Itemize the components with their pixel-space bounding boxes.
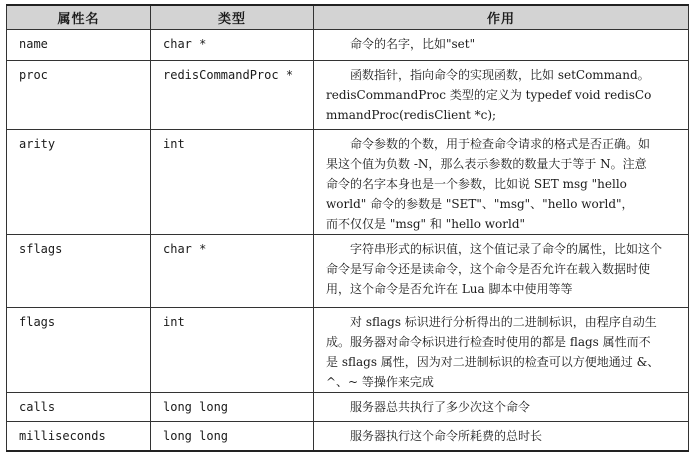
desc-line: 是 sflags 属性，因为对二进制标识的检查可以方便地通过 &、: [326, 355, 660, 369]
desc-line: 字符串形式的标识值，这个值记录了命令的属性，比如这个: [350, 242, 663, 256]
desc-line: 对 sflags 标识进行分析得出的二进制标识，由程序自动生: [350, 315, 657, 329]
attribute-desc-cell: [314, 30, 689, 61]
desc-line: 服务器总共执行了多少次这个命令: [350, 400, 531, 414]
table-row: [7, 30, 689, 61]
desc-line: 命令是写命令还是读命令，这个命令是否允许在载入数据时使: [326, 262, 651, 276]
desc-line: 函数指针，指向命令的实现函数，比如 setCommand。: [350, 68, 650, 82]
attribute-desc-cell: [314, 393, 689, 422]
desc-line: ^、~ 等操作来完成: [326, 375, 434, 389]
attribute-type-cell: long long: [151, 422, 314, 452]
table-row: [7, 393, 689, 422]
table-header-row: [7, 5, 689, 30]
desc-line: 而不仅仅是 "msg" 和 "hello world": [326, 217, 526, 231]
header-type: 类型: [151, 5, 314, 30]
table-row: [7, 235, 689, 308]
desc-line: mmandProc(redisClient *c);: [326, 108, 497, 122]
attribute-desc-cell: [314, 308, 689, 393]
attribute-desc-cell: [314, 61, 689, 130]
desc-line: 成。服务器对命令标识进行检查时使用的都是 flags 属性而不: [326, 335, 651, 349]
desc-line: world" 命令的参数是 "SET"、"msg"、"hello world"，: [326, 197, 634, 211]
attribute-name-cell: milliseconds: [7, 422, 151, 452]
attribute-name-cell: calls: [7, 393, 151, 422]
desc-line: 命令的名字本身也是一个参数，比如说 SET msg "hello: [326, 177, 627, 191]
attribute-type-cell: char *: [151, 235, 314, 308]
attribute-type-cell: int: [151, 308, 314, 393]
header-purpose: 作用: [314, 5, 689, 30]
table-row: [7, 61, 689, 130]
attribute-name-cell: arity: [7, 130, 151, 235]
desc-line: 果这个值为负数 -N，那么表示参数的数量大于等于 N。注意: [326, 157, 647, 171]
attribute-desc-cell: [314, 130, 689, 235]
attribute-type-cell: redisCommandProc *: [151, 61, 314, 130]
desc-line: 命令参数的个数，用于检查命令请求的格式是否正确。如: [350, 137, 651, 151]
desc-line: 用，这个命令是否允许在 Lua 脚本中使用等等: [326, 282, 573, 296]
attribute-name-cell: name: [7, 30, 151, 61]
table-row: [7, 130, 689, 235]
attribute-type-cell: char *: [151, 30, 314, 61]
desc-line: 服务器执行这个命令所耗费的总时长: [350, 429, 543, 443]
attribute-name-cell: proc: [7, 61, 151, 130]
redis-command-attributes-table: [6, 4, 689, 452]
table-row: [7, 422, 689, 452]
attribute-type-cell: long long: [151, 393, 314, 422]
attribute-type-cell: int: [151, 130, 314, 235]
header-attribute-name: 属性名: [7, 5, 151, 30]
attribute-desc-cell: [314, 235, 689, 308]
desc-line: redisCommandProc 类型的定义为 typedef void redisCo: [326, 88, 652, 102]
table-row: [7, 308, 689, 393]
attribute-desc-cell: [314, 422, 689, 452]
desc-line: 命令的名字，比如"set": [350, 37, 476, 51]
attribute-name-cell: flags: [7, 308, 151, 393]
attribute-name-cell: sflags: [7, 235, 151, 308]
